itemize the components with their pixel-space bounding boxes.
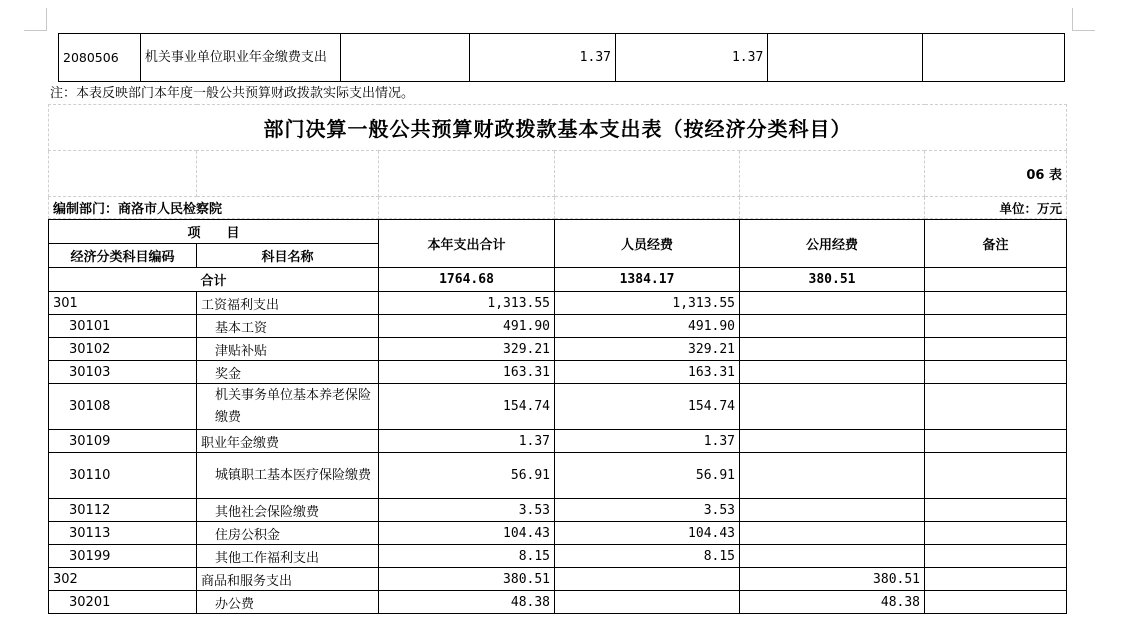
blank-cell <box>197 151 379 197</box>
sum-remark <box>925 268 1067 292</box>
row-code: 30108 <box>49 384 197 430</box>
row-remark <box>925 430 1067 453</box>
row-public <box>740 361 925 384</box>
page-title: 部门决算一般公共预算财政拨款基本支出表（按经济分类科目） <box>49 105 1067 151</box>
row-code: 30101 <box>49 315 197 338</box>
table-row <box>49 315 1067 338</box>
top-row-public <box>768 34 923 82</box>
row-name: 办公费 <box>197 591 379 614</box>
row-name: 工资福利支出 <box>197 292 379 315</box>
table-row <box>49 292 1067 315</box>
blank-cell <box>555 197 740 219</box>
row-code: 30201 <box>49 591 197 614</box>
row-code: 30102 <box>49 338 197 361</box>
row-remark <box>925 315 1067 338</box>
row-code: 30113 <box>49 522 197 545</box>
table-row <box>49 430 1067 453</box>
table-row <box>49 384 1067 430</box>
previous-page-table <box>58 33 1065 82</box>
row-public <box>740 453 925 499</box>
table-row <box>49 361 1067 384</box>
row-public: 380.51 <box>740 568 925 591</box>
row-personnel: 154.74 <box>555 384 740 430</box>
table-row <box>49 522 1067 545</box>
row-name: 城镇职工基本医疗保险缴费 <box>197 453 379 499</box>
row-code: 30199 <box>49 545 197 568</box>
table-row <box>49 568 1067 591</box>
row-remark <box>925 545 1067 568</box>
top-row-code: 2080506 <box>59 34 141 82</box>
top-row-personnel: 1.37 <box>615 34 767 82</box>
row-total: 8.15 <box>379 545 555 568</box>
row-code: 30110 <box>49 453 197 499</box>
blank-cell <box>740 151 925 197</box>
top-row-remark <box>922 34 1064 82</box>
row-public <box>740 430 925 453</box>
row-name: 基本工资 <box>197 315 379 338</box>
row-code: 30103 <box>49 361 197 384</box>
sum-label: 合计 <box>49 268 379 292</box>
sum-row <box>49 268 1067 292</box>
row-total: 3.53 <box>379 499 555 522</box>
blank-cell <box>49 151 197 197</box>
row-total: 154.74 <box>379 384 555 430</box>
row-code: 30109 <box>49 430 197 453</box>
top-row-total: 1.37 <box>470 34 616 82</box>
header-remark: 备注 <box>925 220 1067 268</box>
row-public <box>740 292 925 315</box>
row-total: 380.51 <box>379 568 555 591</box>
row-name: 奖金 <box>197 361 379 384</box>
row-remark <box>925 568 1067 591</box>
sum-public: 380.51 <box>740 268 925 292</box>
row-name: 职业年金缴费 <box>197 430 379 453</box>
row-name: 机关事务单位基本养老保险缴费 <box>197 384 379 430</box>
row-name: 住房公积金 <box>197 522 379 545</box>
row-public <box>740 545 925 568</box>
sum-total: 1764.68 <box>379 268 555 292</box>
page-corner-mark-right <box>1072 8 1095 31</box>
row-total: 56.91 <box>379 453 555 499</box>
row-personnel: 1,313.55 <box>555 292 740 315</box>
row-personnel: 3.53 <box>555 499 740 522</box>
row-personnel: 56.91 <box>555 453 740 499</box>
row-public <box>740 315 925 338</box>
row-name: 其他工作福利支出 <box>197 545 379 568</box>
row-personnel <box>555 568 740 591</box>
row-code: 302 <box>49 568 197 591</box>
row-public <box>740 338 925 361</box>
row-code: 301 <box>49 292 197 315</box>
row-personnel: 163.31 <box>555 361 740 384</box>
row-remark <box>925 292 1067 315</box>
row-remark <box>925 499 1067 522</box>
row-personnel: 8.15 <box>555 545 740 568</box>
row-remark <box>925 361 1067 384</box>
table-row <box>59 34 1065 82</box>
expenditure-table <box>48 219 1067 614</box>
row-total: 1.37 <box>379 430 555 453</box>
row-personnel: 104.43 <box>555 522 740 545</box>
row-total: 104.43 <box>379 522 555 545</box>
header-name: 科目名称 <box>197 244 379 268</box>
blank-cell <box>379 151 555 197</box>
table-row <box>49 453 1067 499</box>
row-public <box>740 499 925 522</box>
top-row-empty <box>340 34 470 82</box>
row-personnel <box>555 591 740 614</box>
row-remark <box>925 591 1067 614</box>
table-row <box>49 338 1067 361</box>
header-public: 公用经费 <box>740 220 925 268</box>
sum-personnel: 1384.17 <box>555 268 740 292</box>
row-public <box>740 384 925 430</box>
row-total: 491.90 <box>379 315 555 338</box>
table-number: 06 表 <box>925 151 1067 197</box>
table-row <box>49 499 1067 522</box>
department-label: 编制部门：商洛市人民检察院 <box>49 197 379 219</box>
row-personnel: 329.21 <box>555 338 740 361</box>
row-name: 津贴补贴 <box>197 338 379 361</box>
page-corner-mark-left <box>24 8 47 31</box>
row-name: 其他社会保险缴费 <box>197 499 379 522</box>
row-total: 48.38 <box>379 591 555 614</box>
table-note: 注：本表反映部门本年度一般公共预算财政拨款实际支出情况。 <box>50 86 415 101</box>
title-block <box>48 104 1067 219</box>
row-total: 163.31 <box>379 361 555 384</box>
row-code: 30112 <box>49 499 197 522</box>
blank-cell <box>555 151 740 197</box>
row-remark <box>925 384 1067 430</box>
row-remark <box>925 522 1067 545</box>
blank-cell <box>379 197 555 219</box>
row-personnel: 491.90 <box>555 315 740 338</box>
row-remark <box>925 453 1067 499</box>
row-remark <box>925 338 1067 361</box>
row-public <box>740 522 925 545</box>
row-total: 329.21 <box>379 338 555 361</box>
header-code: 经济分类科目编码 <box>49 244 197 268</box>
header-total: 本年支出合计 <box>379 220 555 268</box>
row-total: 1,313.55 <box>379 292 555 315</box>
header-item: 项 目 <box>49 220 379 244</box>
table-row <box>49 591 1067 614</box>
row-personnel: 1.37 <box>555 430 740 453</box>
row-name: 商品和服务支出 <box>197 568 379 591</box>
header-personnel: 人员经费 <box>555 220 740 268</box>
blank-cell <box>740 197 925 219</box>
table-row <box>49 545 1067 568</box>
top-row-name: 机关事业单位职业年金缴费支出 <box>140 34 340 82</box>
unit-label: 单位：万元 <box>925 197 1067 219</box>
row-public: 48.38 <box>740 591 925 614</box>
